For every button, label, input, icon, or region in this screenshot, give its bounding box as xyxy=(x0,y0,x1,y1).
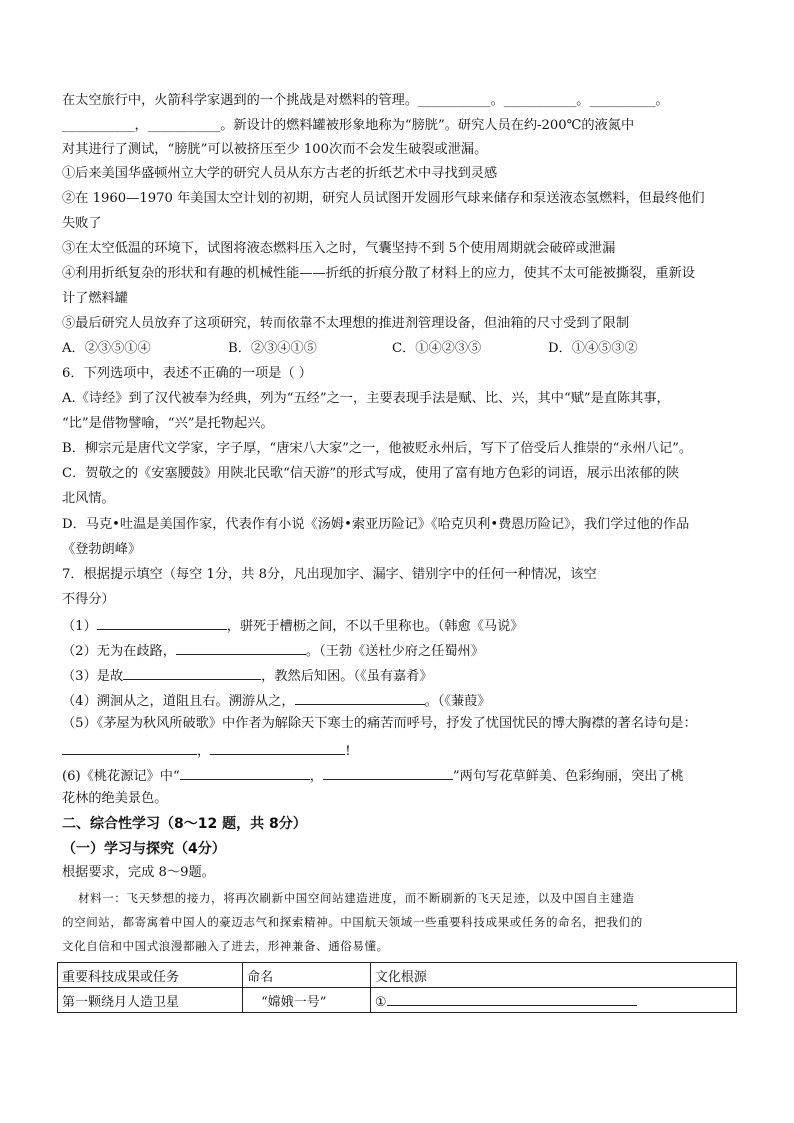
q7-item-3-text: （3）是故 xyxy=(62,669,124,684)
q5-sentence-1: ①后来美国华盛顿州立大学的研究人员从东方古老的折纸艺术中寻找到灵感 xyxy=(62,166,498,181)
exclamation: ! xyxy=(345,744,351,759)
section-2-title: 二、综合性学习（8～12 题，共 8分） xyxy=(62,816,307,832)
answer-blank[interactable] xyxy=(180,765,310,780)
q5-option-d: D．①④⑤③② xyxy=(548,341,638,356)
q7-item-4-text: （4）溯洄从之，道阻且右。溯游从之， xyxy=(62,694,295,709)
answer-blank[interactable] xyxy=(97,615,227,630)
circled-number: ① xyxy=(374,994,387,1010)
answer-blank[interactable] xyxy=(323,765,453,780)
comma: ， xyxy=(197,744,211,759)
q5-passage-line1: 在太空旅行中，火箭科学家遇到的一个挑战是对燃料的管理。___________。___________。__________。 xyxy=(62,93,669,108)
culture-table xyxy=(57,962,737,1013)
comma: ， xyxy=(309,769,323,784)
q7-stem-line2: 不得分） xyxy=(62,592,115,607)
q7-item-1-text: ，骈死于槽枥之间，不以千里称也。（韩愈《马说》 xyxy=(226,619,524,634)
q7-item-3 xyxy=(62,665,433,686)
table-cell: “嫦娥一号” xyxy=(243,988,371,1013)
q5-sentence-4: ④利用折纸复杂的形状和有趣的机械性能——折纸的折痕分散了材料上的应力，使其不太可能被撕裂，重新设 xyxy=(62,266,695,281)
table-cell-answer xyxy=(370,988,736,1013)
answer-blank[interactable] xyxy=(176,640,306,655)
q7-item-5-answers xyxy=(62,740,351,761)
answer-blank[interactable] xyxy=(123,665,261,680)
q7-item-6-cont: 花林的绝美景色。 xyxy=(62,791,168,806)
table-cell: 第一颗绕月人造卫星 xyxy=(58,988,243,1013)
table-header: 命名 xyxy=(243,963,371,988)
material-1-line3: 文化自信和中国式浪漫都融入了进去，形神兼备、通俗易懂。 xyxy=(62,939,389,953)
material-1-line1: 材料一：飞天梦想的接力，将再次刷新中国空间站建造进度，而不断刷新的飞天足迹，以及中国自主建造 xyxy=(78,891,635,905)
q5-sentence-5: ⑤最后研究人员放弃了这项研究，转而依靠不太理想的推进剂管理设备，但油箱的尺寸受到了限制 xyxy=(62,316,630,331)
q5-passage-line3: 对其进行了测试，“膀胱”可以被挤压至少 100次而不会发生破裂或泄漏。 xyxy=(62,142,488,157)
q5-option-b: B．②③④①⑤ xyxy=(228,341,317,356)
q7-item-2-text: （2）无为在歧路， xyxy=(62,644,176,659)
q6-option-d-line2: 《登勃朗峰》 xyxy=(62,542,142,557)
answer-blank[interactable] xyxy=(210,740,345,755)
q5-option-c: C．①④②③⑤ xyxy=(392,341,482,356)
table-header: 重要科技成果或任务 xyxy=(58,963,243,988)
q7-item-6-desc: ”两句写花草鲜美、色彩绚丽，突出了桃 xyxy=(452,769,684,784)
q5-option-a: A．②③⑤①④ xyxy=(62,341,151,356)
answer-blank[interactable] xyxy=(295,690,425,705)
table-header-row xyxy=(58,963,737,988)
q6-option-c-line2: 北风情。 xyxy=(62,491,115,506)
q7-stem-line1: 7．根据提示填空（每空 1分，共 8分，凡出现加字、漏字、错别字中的任何一种情况，该空 xyxy=(62,567,597,582)
q5-sentence-4-cont: 计了燃料罐 xyxy=(62,291,128,306)
q7-item-3-source: ，教然后知困。（《虽有嘉肴》 xyxy=(261,669,433,684)
answer-blank[interactable] xyxy=(62,740,197,755)
q5-sentence-3: ③在太空低温的环境下，试图将液态燃料压入之时，气囊坚持不到 5个使用周期就会破碎或泄漏 xyxy=(62,241,616,256)
q7-item-4-source: 。（《蒹葭》 xyxy=(424,694,491,709)
q6-stem: 6．下列选项中，表述不正确的一项是（ ） xyxy=(62,366,312,381)
q7-item-2 xyxy=(62,640,484,661)
q6-option-b: B．柳宗元是唐代文学家，字子厚，“唐宋八大家”之一，他被贬永州后，写下了倍受后人推崇的“永州八记”。 xyxy=(62,441,693,456)
q5-sentence-2-cont: 失败了 xyxy=(62,216,102,231)
q6-option-a-line2: “比”是借物譬喻，“兴”是托物起兴。 xyxy=(62,416,274,431)
table-header: 文化根源 xyxy=(370,963,736,988)
material-1-line2: 的空间站，都寄寓着中国人的豪迈志气和探索精神。中国航天领域一些重要科技成果或任务的命名，把我们的 xyxy=(62,915,643,929)
q6-option-c-line1: C．贺敬之的《安塞腰鼓》用陕北民歌“信天游”的形式写成，使用了富有地方色彩的词语，展示出浓郁的陕 xyxy=(62,466,680,481)
q7-item-1-label: （1） xyxy=(62,619,97,634)
answer-blank[interactable] xyxy=(387,991,637,1006)
q7-item-1 xyxy=(62,615,523,636)
section-2-requirement: 根据要求，完成 8～9题。 xyxy=(62,865,215,880)
q7-item-2-source: 。（王勃《送杜少府之任蜀州》 xyxy=(305,644,484,659)
table-row xyxy=(58,988,737,1013)
q7-item-6-text: (6)《桃花源记》中“ xyxy=(62,769,180,784)
q6-option-d-line1: D．马克•吐温是美国作家，代表作有小说《汤姆•索亚历险记》《哈克贝利•费恩历险记》，我们学过他的作品 xyxy=(62,517,690,532)
q5-sentence-2: ②在 1960—1970 年美国太空计划的初期，研究人员试图开发圆形气球来储存和泵送液态氢燃料，但最终他们 xyxy=(62,191,705,206)
q7-item-6 xyxy=(62,765,684,786)
q7-item-4 xyxy=(62,690,491,711)
q7-item-5: （5）《茅屋为秋风所破歌》中作者为解除天下寒士的痛苦而呼号，抒发了忧国忧民的博大胸襟的著名诗句是： xyxy=(62,716,697,731)
section-2-subtitle: （一）学习与探究（4分） xyxy=(62,841,226,857)
q6-option-a-line1: A.《诗经》到了汉代被奉为经典，列为“五经”之一，主要表现手法是赋、比、兴，其中“赋”是直陈其事， xyxy=(62,391,670,406)
q5-passage-line2: ___________，___________。新设计的燃料罐被形象地称为“膀胱”。研究人员在约-200℃的液氮中 xyxy=(62,118,635,133)
